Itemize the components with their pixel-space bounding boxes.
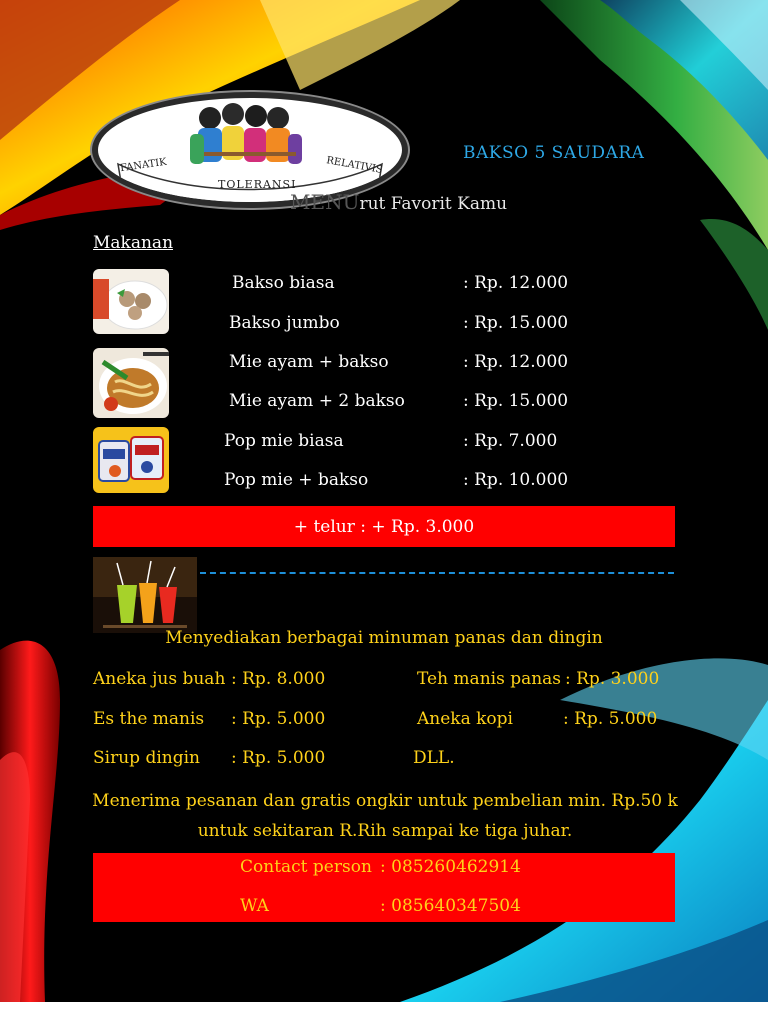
drink-item-name: Es the manis <box>93 709 205 729</box>
drink-item-price: : Rp. 3.000 <box>565 669 660 689</box>
food-heading: Makanan <box>93 233 174 253</box>
drink-item-name: Sirup dingin <box>93 748 200 768</box>
food-item-price: : Rp. 12.000 <box>463 273 569 293</box>
food-item-name: Mie ayam + 2 bakso <box>229 391 405 411</box>
drink-item-price: : Rp. 5.000 <box>231 709 326 729</box>
contact-person-label: Contact person <box>240 857 372 877</box>
drink-item-price: : Rp. 5.000 <box>231 748 326 768</box>
drinks-intro: Menyediakan berbagai minuman panas dan dingin <box>165 628 603 648</box>
whatsapp-value[interactable]: : 085640347504 <box>380 896 521 916</box>
food-item-price: : Rp. 7.000 <box>463 431 558 451</box>
delivery-note-line1: Menerima pesanan dan gratis ongkir untuk pembelian min. Rp.50 k <box>92 791 678 811</box>
logo-word-3: RELATIVIS <box>325 155 384 176</box>
dashed-divider <box>200 572 674 574</box>
food-item-price: : Rp. 10.000 <box>463 470 569 490</box>
food-item-price: : Rp. 15.000 <box>463 313 569 333</box>
contact-person-value[interactable]: : 085260462914 <box>380 857 521 877</box>
food-item-name: Mie ayam + bakso <box>229 352 389 372</box>
food-photo-bakso <box>93 269 169 334</box>
food-item-name: Pop mie biasa <box>224 431 344 451</box>
food-item-name: Pop mie + bakso <box>224 470 369 490</box>
drink-item-name: Aneka jus buah <box>93 669 226 689</box>
logo-word-1: FANATIK <box>119 156 168 175</box>
delivery-note <box>60 786 710 846</box>
drink-item-name: Teh manis panas <box>417 669 562 689</box>
shop-name: BAKSO 5 SAUDARA <box>463 143 645 163</box>
extra-egg-text: + telur : + Rp. 3.000 <box>293 516 475 537</box>
drinks-photo-juice <box>93 557 197 633</box>
drink-item-price: : Rp. 8.000 <box>231 669 326 689</box>
drink-item-name: DLL. <box>413 748 455 768</box>
food-item-name: Bakso jumbo <box>229 313 340 333</box>
bottom-page-margin <box>0 1002 768 1024</box>
contact-box <box>93 853 675 922</box>
logo-word-2: TOLERANSI <box>218 178 297 191</box>
drink-item-price: : Rp. 5.000 <box>563 709 658 729</box>
food-photo-mie-ayam <box>93 348 169 418</box>
whatsapp-label: WA <box>240 896 269 916</box>
food-item-price: : Rp. 12.000 <box>463 352 569 372</box>
tagline-text: rut Favorit Kamu <box>359 194 508 214</box>
delivery-note-line2: untuk sekitaran R.Rih sampai ke tiga juhar. <box>197 821 573 841</box>
food-photo-pop-mie <box>93 427 169 493</box>
food-item-name: Bakso biasa <box>232 273 335 293</box>
extra-egg-bar <box>93 506 675 547</box>
tagline-prefix: MENU <box>290 190 360 214</box>
food-item-price: : Rp. 15.000 <box>463 391 569 411</box>
drink-item-name: Aneka kopi <box>417 709 513 729</box>
tagline <box>290 190 507 214</box>
